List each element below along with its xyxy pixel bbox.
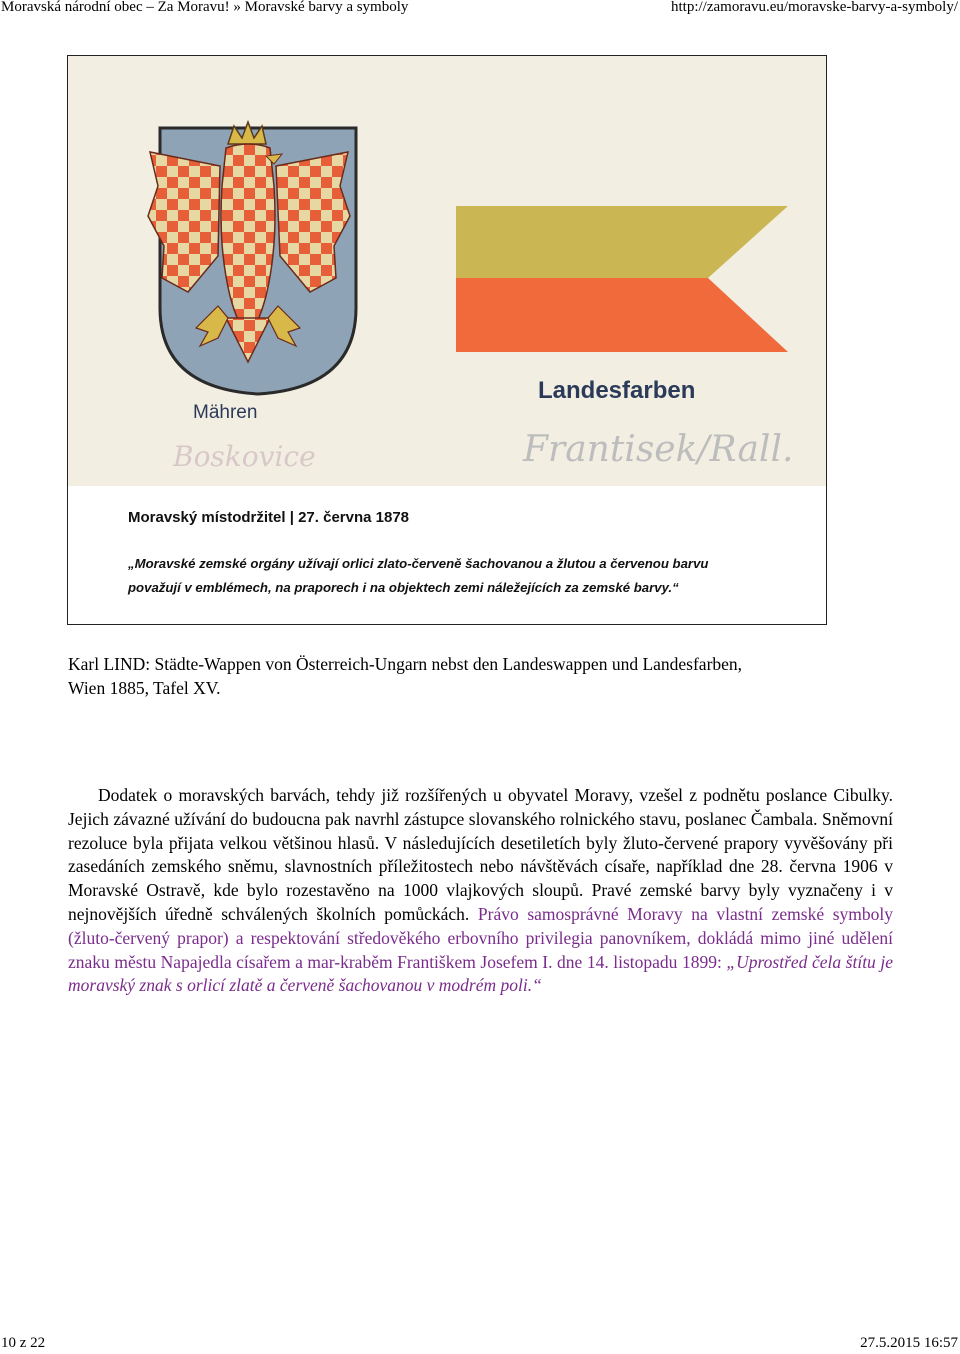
print-timestamp: 27.5.2015 16:57 — [860, 1335, 958, 1351]
page-counter: 10 z 22 — [1, 1335, 46, 1351]
note-quote-line-2: považují v emblémech, na praporech i na objektech zemi náležejících za zemské barvy.“ — [128, 580, 679, 595]
print-footer — [0, 1336, 960, 1354]
note-quote-line-1: „Moravské zemské orgány užívají orlici zlato-červeně šachovanou a žlutou a červenou barvu — [128, 556, 709, 571]
page-url: http://zamoravu.eu/moravske-barvy-a-symboly/ — [671, 0, 958, 15]
body-text-part-1: Dodatek o moravských barvách, tehdy již rozšířených u obyvatel Moravy, vzešel z podnětu poslance Cibulky. Jejich závazné užívání do budoucna pak navrhl zástupce slovanského rolnického stavu, poslanec Čambala. Sněmovní rezoluce byla přijata velkou většinou hlasů. V následujících desetiletích byly žluto-červené prapory vyvěšovány při zasedáních zemského sněmu, slavnostních příležitostech nebo návštěvách císaře, například dne 28. června 1906 v Moravské Ostravě, kde bylo rozestavěno na 1000 vlajkových sloupů. Pravé zemské barvy byly vyznačeny i v nejnovějších úředně schválených školních pomůckách. — [68, 785, 893, 924]
body-paragraph — [68, 784, 893, 998]
handwriting-left: Boskovice — [173, 440, 316, 473]
note-title: Moravský místodržitel | 27. června 1878 — [128, 509, 410, 526]
coat-of-arms-figure — [67, 55, 827, 625]
shield-label: Mähren — [193, 402, 258, 423]
napajedla-quote: „Uprostřed čela štítu je moravský znak s orlicí zlatě a červeně šachovanou v modrém poli.“ — [68, 951, 893, 996]
handwriting-right: Frantisek/Rall. — [523, 429, 794, 470]
colors-label: Landesfarben — [538, 377, 696, 404]
caption-line-2: Wien 1885, Tafel XV. — [68, 678, 221, 698]
body-text-part-2: Právo samosprávné Moravy na vlastní zemské symboly (žluto-červený prapor) a respektování středověkého erbovního privilegia panovníkem, dokládá mimo jiné udělení znaku městu Napajedla císařem a mar-kraběm Františkem Josefem I. dne 14. listopadu 1899: — [68, 903, 893, 972]
print-header — [0, 0, 960, 20]
figure-caption — [68, 652, 898, 700]
page-title: Moravská národní obec – Za Moravu! » Moravské barvy a symboly — [1, 0, 409, 15]
caption-line-1: Karl LIND: Städte-Wappen von Österreich-Ungarn nebst den Landeswappen und Landesfarben, — [68, 654, 743, 674]
